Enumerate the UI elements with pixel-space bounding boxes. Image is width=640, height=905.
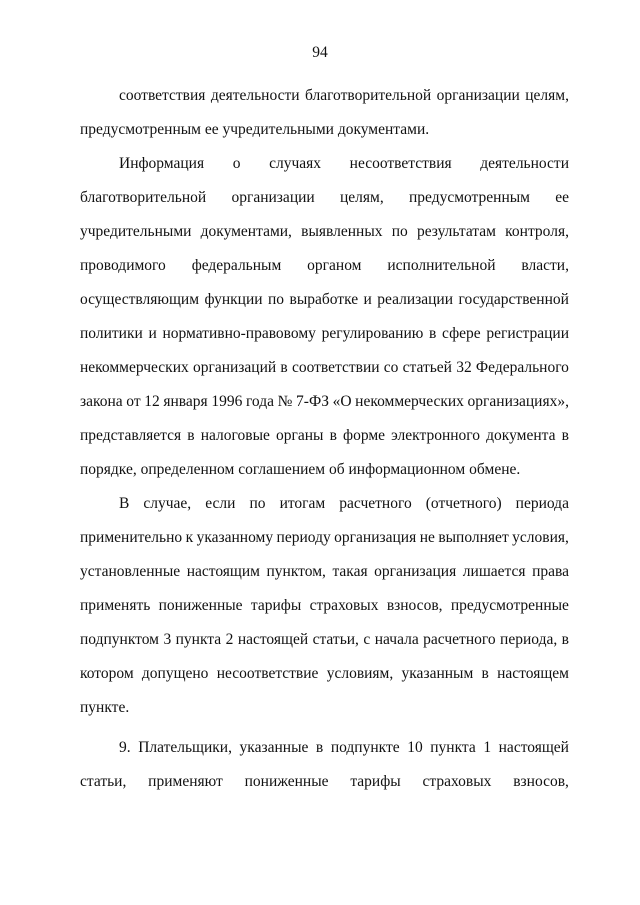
word: 1 <box>483 739 492 756</box>
word: в <box>561 427 569 444</box>
word: порядке, <box>80 461 141 478</box>
word: обмене. <box>469 461 521 478</box>
word: пониженные <box>158 597 243 614</box>
page-number: 94 <box>312 44 328 61</box>
word: 7-ФЗ <box>296 393 329 410</box>
word: в <box>561 631 569 648</box>
word: страховых <box>309 597 379 614</box>
word: в <box>280 359 288 376</box>
text-line <box>80 188 569 208</box>
word: Плательщики, <box>138 739 232 756</box>
word: ее <box>555 189 569 206</box>
word: расчетного <box>339 495 412 512</box>
word: электронного <box>391 427 481 444</box>
word: периоду <box>276 529 331 546</box>
word: 9. <box>119 739 131 756</box>
word: учредительными <box>222 121 338 138</box>
text-line <box>80 460 569 480</box>
word: 2 <box>225 631 234 648</box>
word: реализации <box>377 291 454 308</box>
word: благотворительной <box>80 189 207 206</box>
word: несоответствия <box>349 155 452 172</box>
word: ее <box>204 121 223 138</box>
word: применительно <box>80 529 183 546</box>
word: регулированию <box>321 325 424 342</box>
word: взносов, <box>386 597 443 614</box>
text-line <box>80 120 569 140</box>
word: пониженные <box>244 773 329 790</box>
word: в <box>315 739 324 756</box>
word: № <box>277 393 293 410</box>
word: выработке <box>289 291 359 308</box>
word: нормативно-правовому <box>162 325 316 342</box>
word: деятельности <box>210 87 300 104</box>
word: Информация <box>119 155 205 172</box>
word: установленные <box>80 563 181 580</box>
text-line <box>80 324 569 344</box>
word: учредительными <box>80 223 192 240</box>
word: сфере <box>442 325 481 342</box>
word: взносов, <box>513 773 569 790</box>
word: представляется <box>80 427 182 444</box>
word: Федерального <box>475 359 569 376</box>
word: января <box>163 393 208 410</box>
word: (отчетного) <box>425 495 502 512</box>
word: государственной <box>458 291 569 308</box>
word: указанные <box>239 739 309 756</box>
word: настоящем <box>497 665 569 682</box>
word: контроля, <box>505 223 569 240</box>
word: расчетного <box>423 631 496 648</box>
word: случаях <box>269 155 322 172</box>
word: настоящей <box>498 739 569 756</box>
word: предусмотренные <box>450 597 569 614</box>
word: осуществляющим <box>80 291 200 308</box>
word: информационном <box>348 461 470 478</box>
word: пункте. <box>80 699 130 716</box>
word: 3 <box>163 631 172 648</box>
word: тарифы <box>350 773 401 790</box>
text-line <box>80 256 569 276</box>
word: пунктом, <box>266 563 326 580</box>
word: власти, <box>521 257 569 274</box>
text-line <box>80 698 569 718</box>
text-line <box>80 772 569 792</box>
text-line <box>80 528 569 548</box>
word: и <box>363 291 372 308</box>
word: целям, <box>339 189 384 206</box>
word: некоммерческих <box>80 359 189 376</box>
word: 32 <box>456 359 472 376</box>
text-line <box>80 222 569 242</box>
word: итогам <box>279 495 326 512</box>
word: применять <box>80 597 151 614</box>
word: подпункте <box>330 739 400 756</box>
text-line <box>119 494 569 514</box>
word: результатам <box>416 223 496 240</box>
word: соответствии <box>291 359 380 376</box>
word: настоящей <box>237 631 309 648</box>
text-line <box>80 596 569 616</box>
word: в <box>481 665 489 682</box>
word: подпунктом <box>80 631 159 648</box>
word: указанному <box>196 529 274 546</box>
word: настоящим <box>186 563 260 580</box>
word: по <box>391 223 408 240</box>
word: пункта <box>430 739 476 756</box>
text-line <box>119 154 569 174</box>
text-line <box>80 630 569 650</box>
text-line <box>80 426 569 446</box>
word: организация <box>334 529 417 546</box>
word: по <box>249 495 266 512</box>
text-line <box>80 664 569 684</box>
word: 10 <box>407 739 423 756</box>
word: лишается <box>462 563 526 580</box>
word: условия, <box>512 529 569 546</box>
word: статьи, <box>80 773 127 790</box>
word: не <box>419 529 435 546</box>
word: форме <box>343 427 386 444</box>
word: в <box>329 427 337 444</box>
word: по <box>268 291 285 308</box>
word: несоответствие <box>216 665 319 682</box>
word: деятельности <box>480 155 569 172</box>
word: года <box>245 393 274 410</box>
word: организации <box>231 189 315 206</box>
word: налоговые <box>200 427 270 444</box>
word: об <box>328 461 349 478</box>
word: к <box>185 529 194 546</box>
text-line <box>119 738 569 758</box>
word: проводимого <box>80 257 166 274</box>
word: периода <box>515 495 569 512</box>
word: статьей <box>402 359 452 376</box>
word: выполняет <box>438 529 509 546</box>
word: допущено <box>141 665 209 682</box>
word: соглашением <box>238 461 329 478</box>
word: регистрации <box>486 325 569 342</box>
word: благотворительной <box>304 87 432 104</box>
word: со <box>383 359 399 376</box>
word: периода, <box>500 631 558 648</box>
word: выявленных <box>301 223 383 240</box>
word: если <box>205 495 236 512</box>
word: исполнительной <box>387 257 496 274</box>
word: тарифы <box>250 597 302 614</box>
word: случае, <box>143 495 192 512</box>
word: с <box>363 631 371 648</box>
word: в <box>187 427 195 444</box>
word: предусмотренным <box>408 189 530 206</box>
word: пункта <box>175 631 222 648</box>
word: документами, <box>200 223 292 240</box>
word: функции <box>204 291 263 308</box>
word: такая <box>332 563 368 580</box>
word: статьи, <box>312 631 359 648</box>
word: котором <box>80 665 134 682</box>
word: начала <box>374 631 419 648</box>
word: некоммерческих <box>355 393 464 410</box>
word: организаций <box>192 359 277 376</box>
word: права <box>532 563 569 580</box>
word: органом <box>307 257 362 274</box>
word: политики <box>80 325 143 342</box>
word: применяют <box>148 773 223 790</box>
word: в <box>429 325 437 342</box>
text-line <box>119 86 569 106</box>
word: предусмотренным <box>80 121 205 138</box>
word: В <box>119 495 130 512</box>
word: 1996 <box>211 393 243 410</box>
word: и <box>148 325 157 342</box>
word: федеральным <box>191 257 282 274</box>
word: закона <box>80 393 123 410</box>
text-line <box>80 358 569 378</box>
word: о <box>232 155 241 172</box>
text-line <box>80 290 569 310</box>
word: организациях», <box>467 393 569 410</box>
word: от <box>126 393 141 410</box>
word: организации <box>436 87 520 104</box>
text-line <box>80 392 569 412</box>
word: условиям, <box>326 665 394 682</box>
word: документами. <box>337 121 430 138</box>
word: целям, <box>525 87 569 104</box>
word: соответствия <box>119 87 206 104</box>
text-line <box>80 562 569 582</box>
word: указанным <box>401 665 474 682</box>
word: документа <box>486 427 556 444</box>
word: «О <box>332 393 352 410</box>
word: страховых <box>422 773 492 790</box>
word: организация <box>374 563 457 580</box>
word: органы <box>276 427 324 444</box>
word: 12 <box>144 393 160 410</box>
word: определенном <box>140 461 239 478</box>
